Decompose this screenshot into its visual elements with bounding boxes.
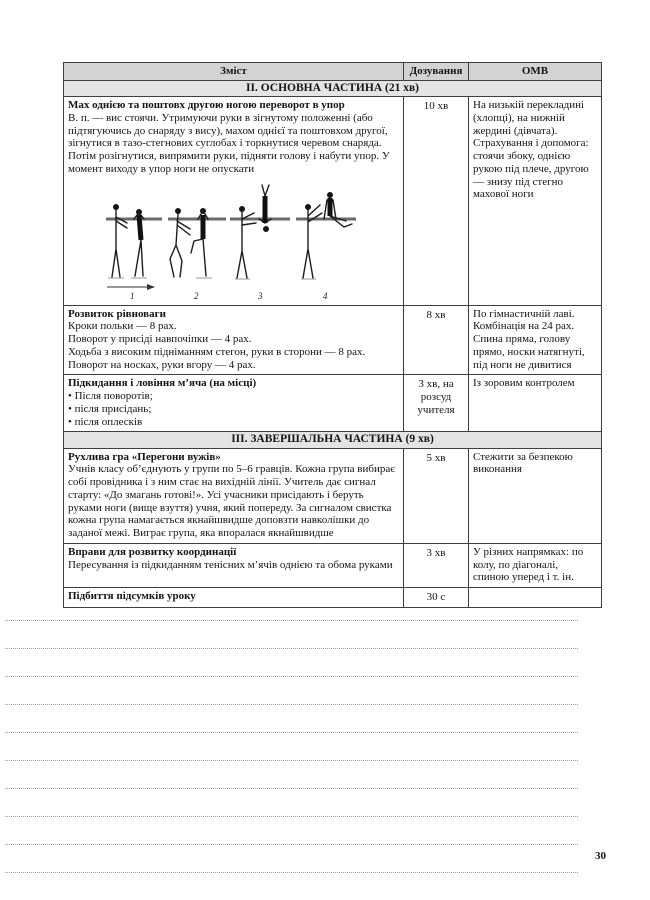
section-header-final-part <box>64 432 602 448</box>
section-title: ІІІ. ЗАВЕРШАЛЬНА ЧАСТИНА (9 хв) <box>64 432 602 448</box>
exercise-line: • після оплесків <box>68 415 143 428</box>
exercise-title: Мах однією та поштовх другою ногою переворот в упор <box>68 99 345 112</box>
figure-label-3: 3 <box>257 290 262 301</box>
table-row <box>64 97 602 306</box>
page-number: 30 <box>595 850 606 862</box>
dosage-cell: 3 хв, на розсуд учителя <box>404 375 469 432</box>
column-header-content: Зміст <box>64 63 404 81</box>
exercise-title: Рухлива гра «Перегони вужів» <box>68 450 221 463</box>
exercise-line: Кроки польки — 8 рах. <box>68 320 177 333</box>
exercise-illustration <box>68 183 399 301</box>
table-row <box>64 375 602 432</box>
content-cell <box>64 543 404 587</box>
omv-cell: Із зоровим контролем <box>469 375 602 432</box>
exercise-line: • Після поворотів; <box>68 390 153 403</box>
figure-label-2: 2 <box>193 290 198 301</box>
content-cell <box>64 375 404 432</box>
writing-line <box>5 817 578 845</box>
figure-stage-1 <box>106 204 162 301</box>
column-header-dosage: Дозування <box>404 63 469 81</box>
section-title: ІІ. ОСНОВНА ЧАСТИНА (21 хв) <box>64 80 602 96</box>
table-row <box>64 305 602 375</box>
table-row <box>64 543 602 587</box>
omv-cell: По гімнастичній лаві. Комбінація на 24 рах. Спина пряма, голову прямо, носки натягнуті, під ноги не дивитися <box>469 305 602 375</box>
section-header-main-part <box>64 80 602 96</box>
writing-line <box>5 845 578 873</box>
writing-line <box>5 733 578 761</box>
table-header-row <box>64 63 602 81</box>
exercise-description: Учнів класу об’єднують у групи по 5–6 гравців. Кожна група вибирає собі провідника і з ним стає на вихідній лінії. Учитель дає сигнал старту: «До змагань готові!». Усі учасники присідають і беруть руками ноги (вище взуття) учня, який попереду. За сигналом свистка кожна група намагається якнайшвидше доповзти навколішки до заданої межі. Виграє група, яка впоралася якнайшвидше <box>68 463 395 540</box>
dosage-cell: 30 с <box>404 588 469 608</box>
exercise-title: Розвиток рівноваги <box>68 307 166 320</box>
exercise-title: Вправи для розвитку координації <box>68 545 237 558</box>
exercise-line: • після присідань; <box>68 402 152 415</box>
writing-lines <box>5 593 578 873</box>
exercise-line: Поворот на носках, руки вгору — 4 рах. <box>68 358 256 371</box>
omv-cell: Стежити за безпекою виконання <box>469 448 602 543</box>
dosage-cell: 3 хв <box>404 543 469 587</box>
writing-line <box>5 789 578 817</box>
figure-stage-3 <box>230 185 290 301</box>
content-cell <box>64 305 404 375</box>
omv-cell: На низькій перекладині (хлопці), на нижній жердині (дівчата). Страхування і допомога: стоячи збоку, однією рукою під плече, другою — знизу під стегно махової ноги <box>469 97 602 306</box>
writing-line <box>5 677 578 705</box>
exercise-description: Пересування із підкиданням тенісних м’ячів однією та обома руками <box>68 558 393 571</box>
writing-line <box>5 621 578 649</box>
exercise-line: Ходьба з високим підніманням стегон, руки в сторони — 8 рах. <box>68 345 366 358</box>
writing-line <box>5 593 578 621</box>
lesson-plan-table <box>63 62 602 608</box>
column-header-omv: ОМВ <box>469 63 602 81</box>
dosage-cell: 10 хв <box>404 97 469 306</box>
content-cell <box>64 448 404 543</box>
omv-cell: У різних напрямках: по колу, по діагоналі, спиною уперед і т. ін. <box>469 543 602 587</box>
gymnastics-sequence-illustration <box>104 183 364 301</box>
dosage-cell: 8 хв <box>404 305 469 375</box>
figure-stage-4 <box>296 192 356 301</box>
writing-line <box>5 705 578 733</box>
figure-label-4: 4 <box>322 290 327 301</box>
figure-label-1: 1 <box>129 290 134 301</box>
exercise-line: Поворот у присіді навпочіпки — 4 рах. <box>68 333 252 346</box>
writing-line <box>5 649 578 677</box>
exercise-description: В. п. — вис стоячи. Утримуючи руки в зігнутому положенні (або підтягуючись до снаряду з вису), махом однієї та поштовхом другої, зігнутися в тазо-стегнових суглобах і торкнутися черевом снаряда. Потім розігнутися, випрямити руки, підняти голову і набути упор. У момент виходу в упор ноги не опускати <box>68 111 390 175</box>
writing-line <box>5 761 578 789</box>
exercise-title: Підбиття підсумків уроку <box>68 590 196 603</box>
dosage-cell: 5 хв <box>404 448 469 543</box>
exercise-title: Підкидання і ловіння м’яча (на місці) <box>68 377 257 390</box>
content-cell <box>64 97 404 306</box>
figure-stage-2 <box>168 208 226 301</box>
table-row <box>64 448 602 543</box>
